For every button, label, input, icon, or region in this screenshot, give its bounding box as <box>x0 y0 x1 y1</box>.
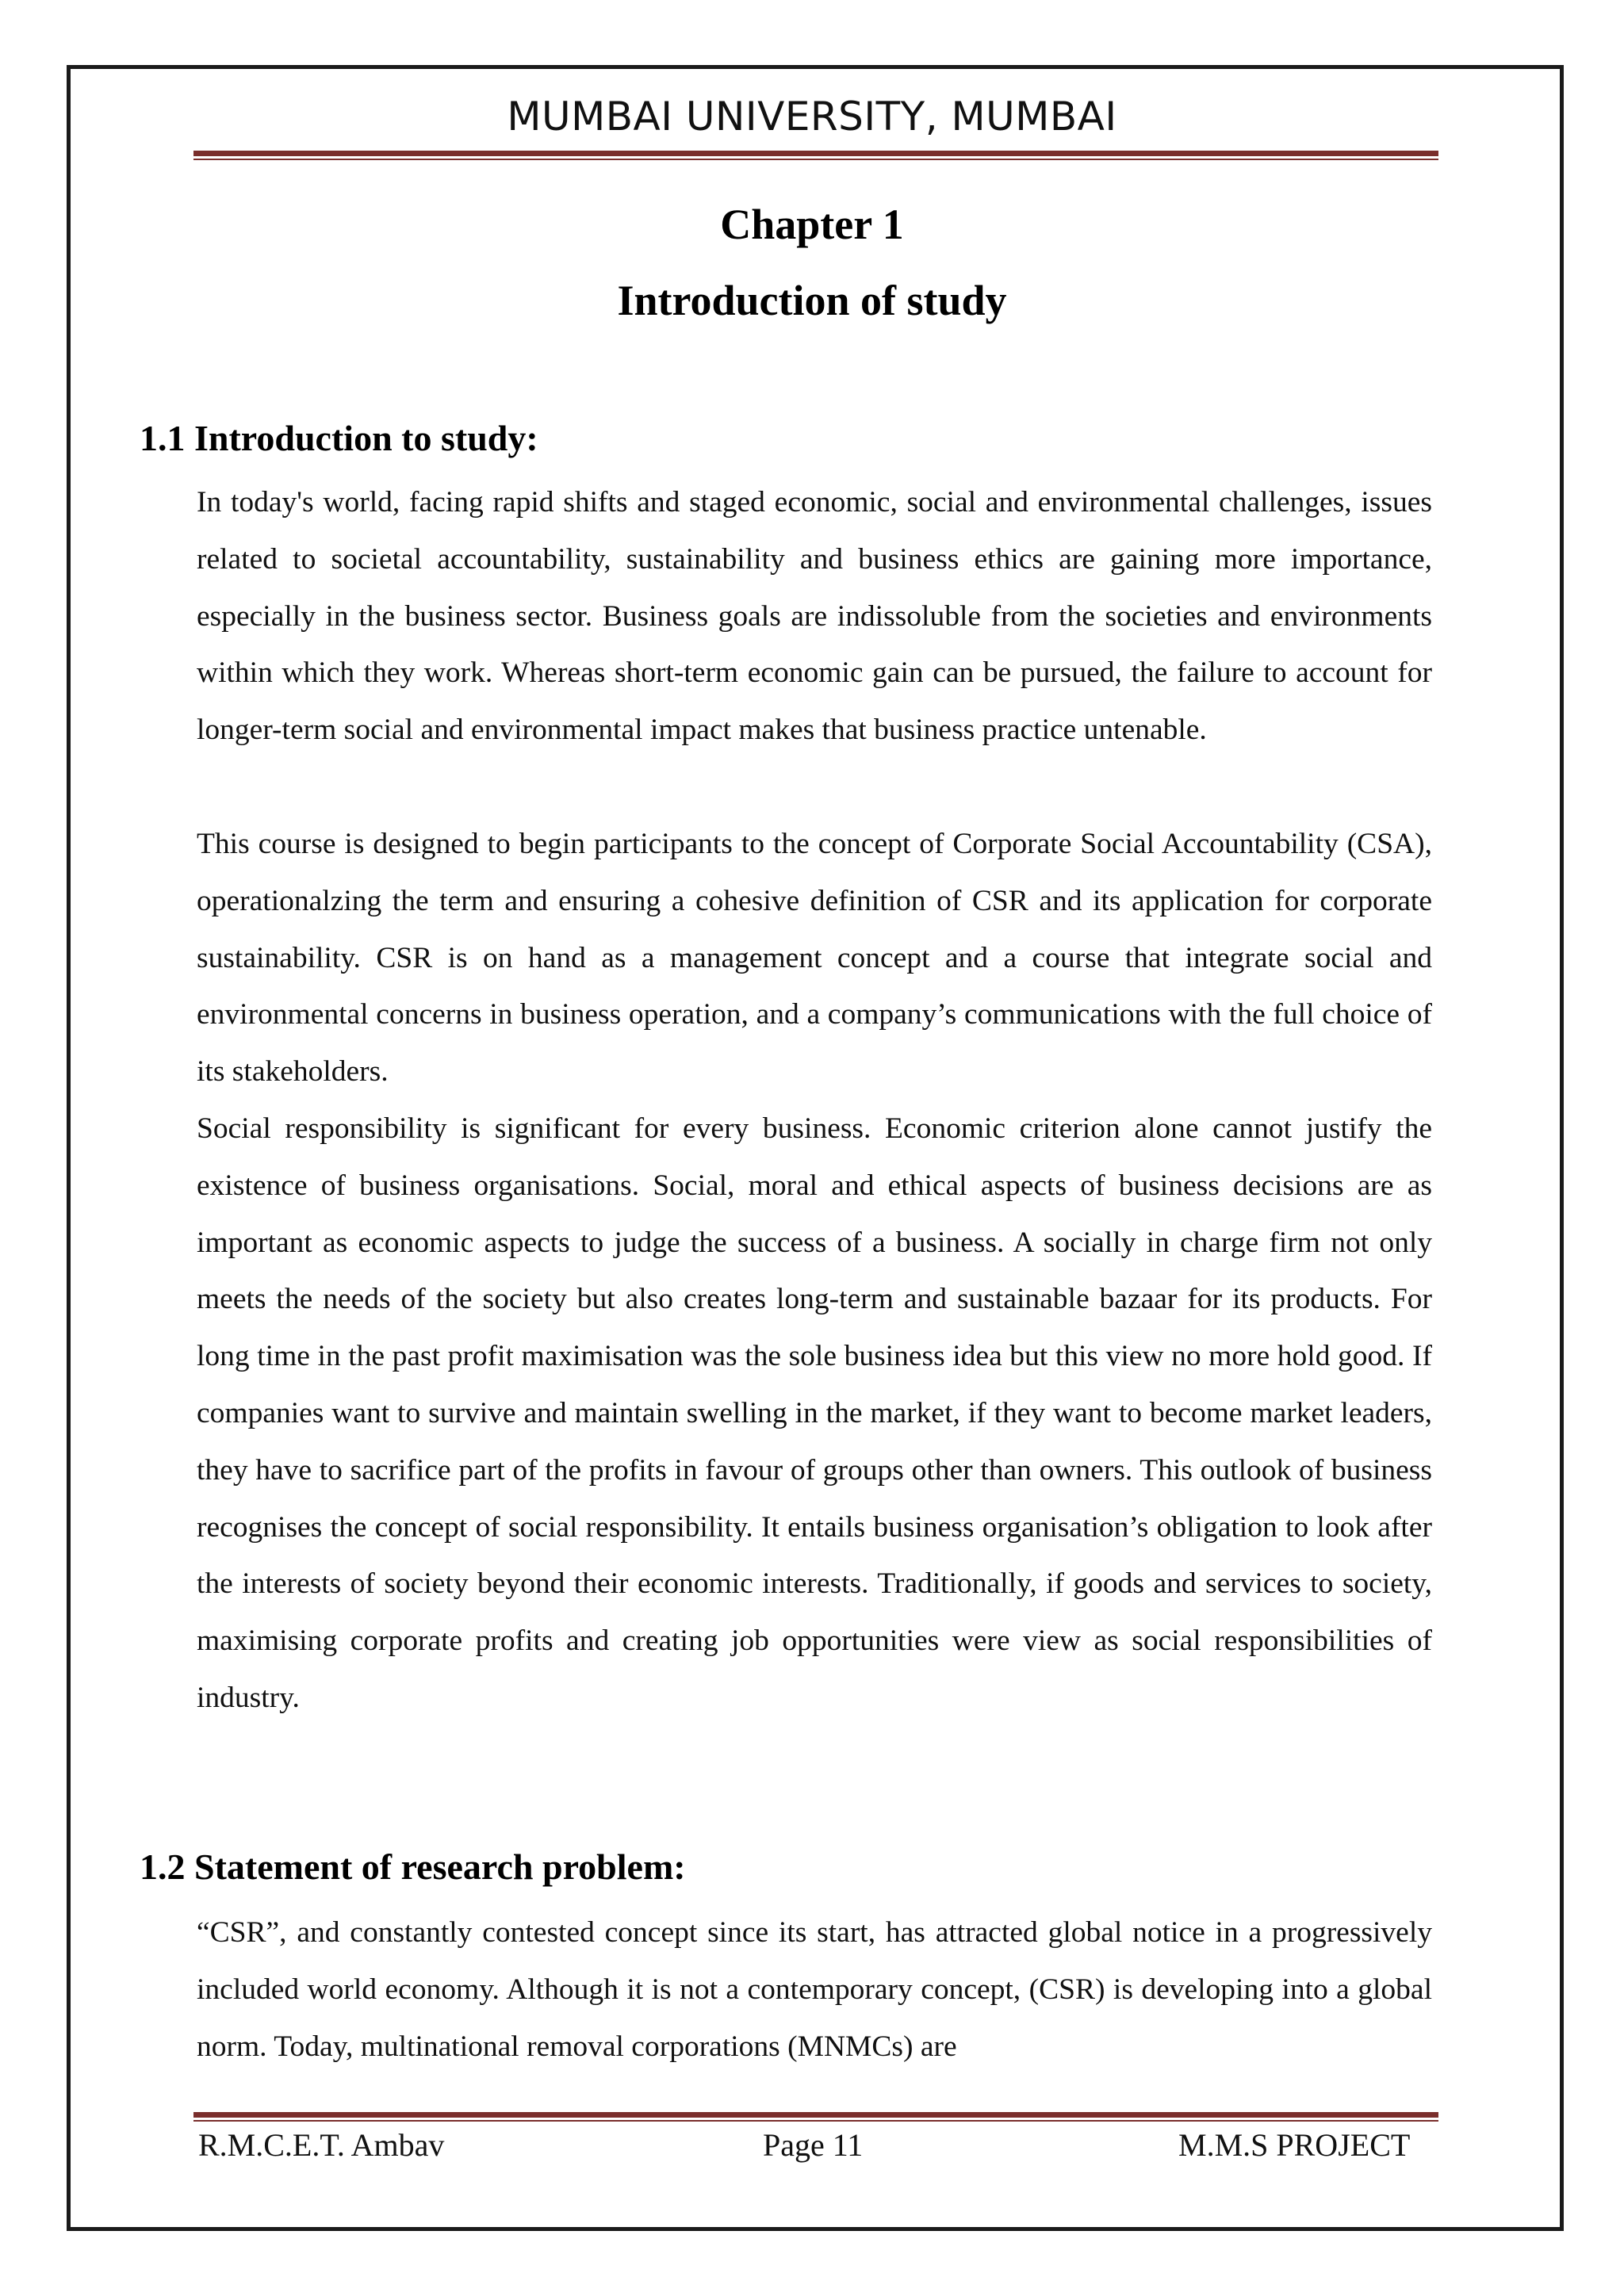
paragraph-intro-2: This course is designed to begin participants to the concept of Corporate Social Accountability (CSA), operationalzing the term and ensuring a cohesive definition of CSR and its application for corporate sustainability. CSR is on hand as a management concept and a course that integrate social and environmental concerns in business operation, and a company’s communications with the full choice of its stakeholders. <box>197 828 1432 1089</box>
running-header: MUMBAI UNIVERSITY, MUMBAI <box>507 94 1117 140</box>
footer-project: M.M.S PROJECT <box>1178 2127 1411 2163</box>
paragraph-intro-3: Social responsibility is significant for every business. Economic criterion alone cannot justify the existence of business organisations. Social, moral and ethical aspects of business decisions are as important as economic aspects to judge the success of a business. A socially in charge firm not only meets the needs of the society but also creates long-term and sustainable bazaar for its products. For long time in the past profit maximisation was the sole business idea but this view no more hold good. If companies want to survive and maintain swelling in the market, if they want to become market leaders, they have to sacrifice part of the profits in favour of groups other than owners. This outlook of business recognises the concept of social responsibility. It entails business organisation’s obligation to look after the interests of society beyond their economic interests. Traditionally, if goods and services to society, maximising corporate profits and creating job opportunities were view as social responsibilities of industry. <box>197 1112 1432 1714</box>
page-number: Page 11 <box>763 2127 864 2163</box>
footer-rule <box>193 2112 1438 2122</box>
footer-institution: R.M.C.E.T. Ambav <box>198 2127 445 2163</box>
section-heading-1-2: 1.2 Statement of research problem: <box>140 1846 686 1887</box>
paragraph-intro-1: In today's world, facing rapid shifts and staged economic, social and environmental challenges, issues related to societal accountability, sustainability and business ethics are gaining more importance, especially in the business sector. Business goals are indissoluble from the societies and environments within which they work. Whereas short-term economic gain can be pursued, the failure to account for longer-term social and environmental impact makes that business practice untenable. <box>197 486 1432 747</box>
chapter-title: Introduction of study <box>617 277 1007 324</box>
chapter-number: Chapter 1 <box>720 201 904 248</box>
section-heading-1-1: 1.1 Introduction to study: <box>140 418 538 458</box>
header-rule <box>193 151 1438 160</box>
paragraph-problem-1: “CSR”, and constantly contested concept since its start, has attracted global notice in a progressively included world economy. Although it is not a contemporary concept, (CSR) is developing into a global norm. Today, multinational removal corporations (MNMCs) are <box>197 1916 1432 2063</box>
